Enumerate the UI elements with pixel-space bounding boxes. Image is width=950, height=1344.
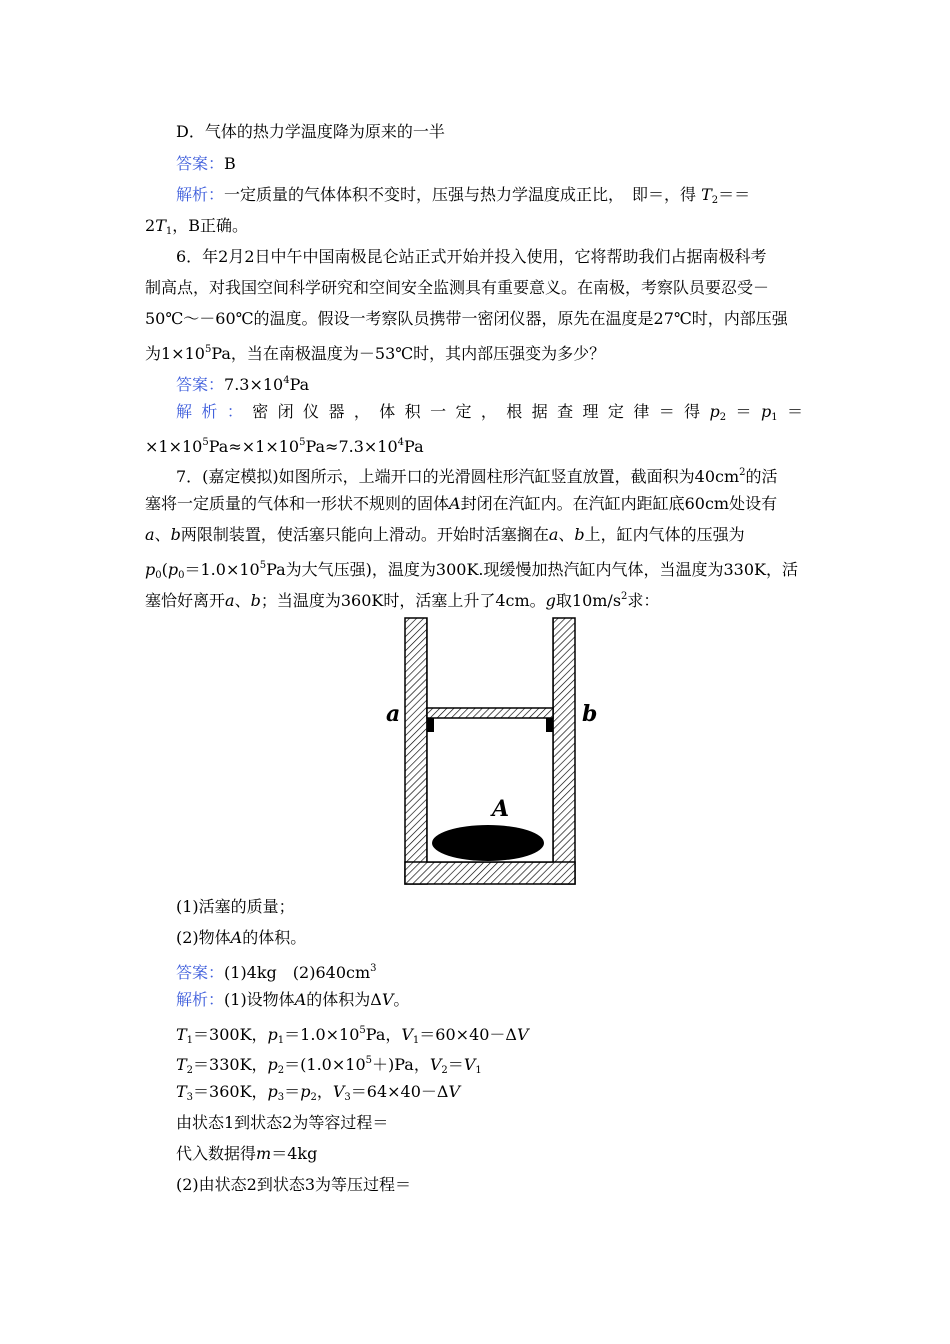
solid-a (432, 825, 544, 861)
analysis-label: 解析： (176, 990, 225, 1009)
q6-line2: 制高点，对我国空间科学研究和空间安全监测具有重要意义。在南极，考察队员要忍受－ (145, 278, 770, 297)
q7-analysis-state2: $T_2=330K$，$p_2=(1.0\times 10^5+)Pa$，$V_2=V_1$ (176, 1055, 482, 1076)
cylinder-bottom (405, 862, 575, 884)
q6-line4: 为$1\times 10^5Pa$，当在南极温度为－53℃时，其内部压强变为多少？ (145, 344, 606, 363)
q7-sub1: (1)活塞的质量； (176, 897, 295, 916)
q5-analysis-line2: $2T_1$，B正确。 (145, 216, 248, 237)
q7-line5: 塞恰好离开a、b；当温度为360K时，活塞上升了4cm。g取$10m/s^2$求： (145, 591, 660, 610)
piston (427, 708, 553, 718)
q7-answer: 答案：(1)4kg $(2)640cm^3$ (176, 963, 377, 982)
q7-sub2: (2)物体A的体积。 (176, 928, 307, 947)
q6-answer: 答案：$7.3\times 10^4Pa$ (176, 375, 310, 394)
cylinder-diagram (380, 612, 610, 888)
analysis-label: 解析： (176, 185, 225, 204)
answer-label: 答案： (176, 963, 225, 982)
q6-line1: 6．年2月2日中午中国南极昆仑站正式开始并投入使用，它将帮助我们占据南极科考 (176, 247, 767, 266)
q7-analysis-isochoric: 由状态1到状态2为等容过程＝ (176, 1113, 389, 1132)
q7-line1: 7．(嘉定模拟)如图所示，上端开口的光滑圆柱形汽缸竖直放置，截面积为$40cm^2$的活 (176, 467, 778, 486)
q5-analysis-line1: 解析：一定质量的气体体积不变时，压强与热力学温度成正比， 即＝，得 $T_2==$ (176, 185, 751, 206)
stop-a (427, 718, 434, 732)
q7-analysis-isobaric: (2)由状态2到状态3为等压过程＝ (176, 1175, 412, 1194)
option-d: D．气体的热力学温度降为原来的一半 (176, 122, 445, 141)
q6-line3: 50℃～－60℃的温度。假设一考察队员携带一密闭仪器，原先在温度是27℃时，内部压强 (145, 309, 788, 328)
answer-label: 答案： (176, 154, 225, 173)
answer-value: B (224, 154, 236, 173)
cylinder-left-wall (405, 618, 427, 884)
label-solid-a: A (492, 796, 510, 822)
q7-analysis-state1: $T_1=300K$，$p_1=1.0\times 10^5Pa$，$V_1=60\times 40-\Delta V$ (176, 1025, 529, 1046)
q6-analysis-line1: 解 析 ： 密 闭 仪 器 ， 体 积 一 定 ， 根 据 查 理 定 律 ＝ 得 $p_2$ ＝ $p_1$ ＝ (176, 402, 803, 423)
cylinder-right-wall (553, 618, 575, 884)
stop-b (546, 718, 553, 732)
q6-analysis-line2: $\times 1\times 10^5Pa\approx\times 1\times 10^5Pa\approx 7.3\times 10^4Pa$ (145, 437, 424, 456)
answer-label: 答案： (176, 375, 225, 394)
q7-line3: a、b两限制装置，使活塞只能向上滑动。开始时活塞搁在a、b上，缸内气体的压强为 (145, 525, 745, 544)
q7-line2: 塞将一定质量的气体和一形状不规则的固体A封闭在汽缸内。在汽缸内距缸底60cm处设有 (145, 494, 778, 513)
label-b: b (582, 701, 598, 727)
q7-line4: $p_0(p_0=1.0\times 10^5Pa$为大气压强)，温度为300K.现缓慢加热汽缸内气体，当温度为330K，活 (145, 560, 798, 581)
label-a: a (386, 701, 401, 727)
q5-answer (176, 153, 236, 175)
q7-analysis-line1: 解析：(1)设物体A的体积为ΔV。 (176, 990, 410, 1009)
q7-analysis-state3: $T_3=360K$，$p_3=p_2$，$V_3=64\times 40-\Delta V$ (176, 1082, 461, 1103)
q7-analysis-mass: 代入数据得m＝4kg (176, 1144, 318, 1163)
